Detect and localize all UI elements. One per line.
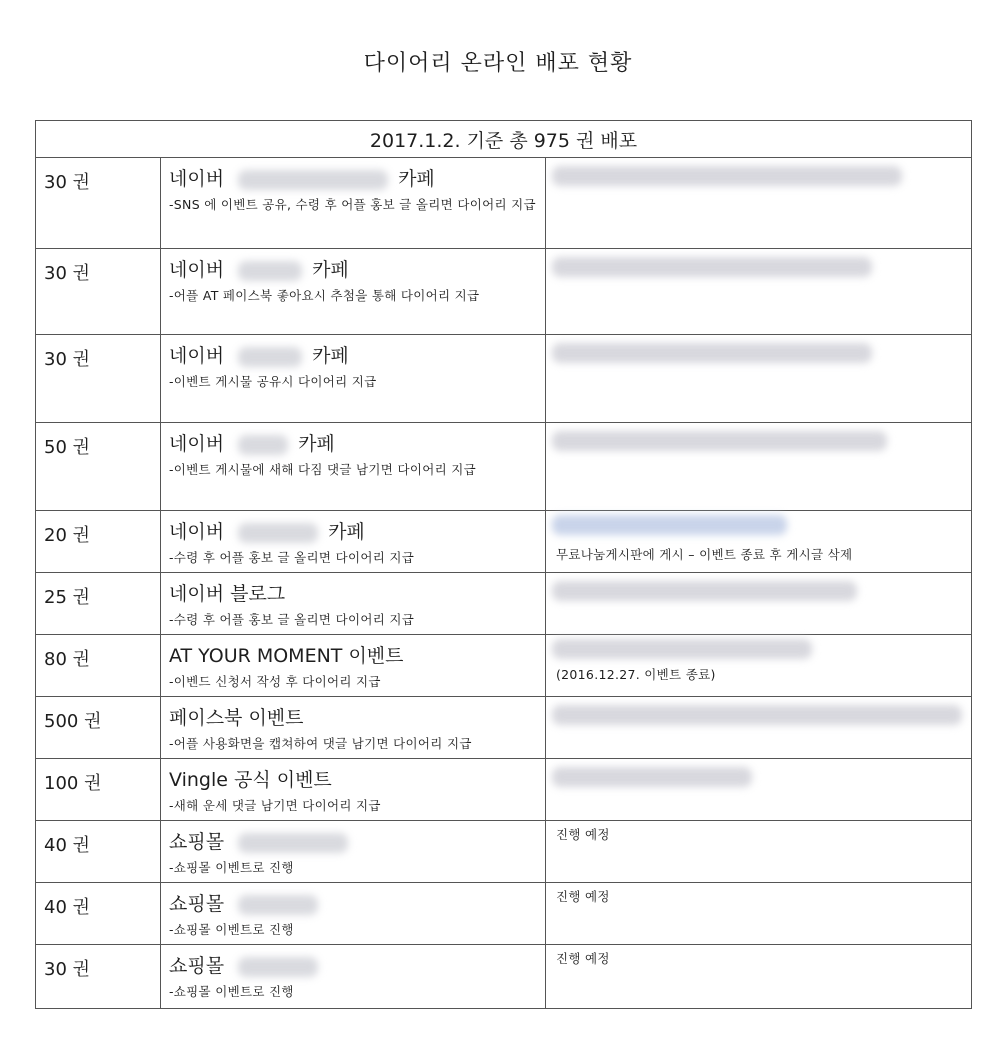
channel-name: 쇼핑몰	[169, 955, 225, 977]
redacted-shop-name	[238, 957, 318, 977]
quantity-cell: 80 권	[36, 635, 161, 697]
quantity-cell: 50 권	[36, 423, 161, 511]
redacted-link	[552, 166, 902, 186]
note-cell	[546, 821, 972, 883]
channel-description: -어플 AT 페이스북 좋아요시 추첨을 통해 다이어리 지급	[169, 288, 480, 303]
quantity-cell: 30 권	[36, 945, 161, 1009]
table-row	[36, 423, 972, 511]
table-row	[36, 335, 972, 423]
channel-description: -쇼핑몰 이벤트로 진행	[169, 984, 294, 999]
channel-name: 쇼핑몰	[169, 893, 225, 915]
quantity-cell: 30 권	[36, 158, 161, 249]
channel-description: -이벤트 게시물 공유시 다이어리 지급	[169, 374, 377, 389]
redacted-link	[552, 581, 857, 601]
table-row	[36, 821, 972, 883]
redacted-cafe-name	[238, 435, 288, 455]
channel-cell	[161, 573, 546, 635]
channel-description: -이벤드 신청서 작성 후 다이어리 지급	[169, 674, 381, 689]
note-cell	[546, 511, 972, 573]
channel-cell	[161, 511, 546, 573]
channel-type: 카페	[312, 259, 349, 281]
channel-type: 카페	[298, 433, 335, 455]
channel-cell	[161, 158, 546, 249]
redacted-link	[552, 431, 887, 451]
channel-name: AT YOUR MOMENT 이벤트	[169, 645, 404, 667]
note-cell	[546, 635, 972, 697]
quantity-cell: 20 권	[36, 511, 161, 573]
quantity-cell: 100 권	[36, 759, 161, 821]
channel-cell	[161, 883, 546, 945]
channel-cell	[161, 423, 546, 511]
channel-description: -쇼핑몰 이벤트로 진행	[169, 922, 294, 937]
table-row	[36, 158, 972, 249]
note-text: 진행 예정	[556, 889, 610, 904]
channel-name: 페이스북 이벤트	[169, 707, 304, 729]
note-cell	[546, 883, 972, 945]
table-row	[36, 945, 972, 1009]
redacted-link	[552, 515, 787, 535]
redacted-link	[552, 343, 872, 363]
channel-name: 네이버 블로그	[169, 583, 286, 605]
redacted-link	[552, 257, 872, 277]
channel-name: 네이버	[169, 433, 225, 455]
note-cell	[546, 945, 972, 1009]
channel-cell	[161, 759, 546, 821]
table-row	[36, 511, 972, 573]
channel-name: 쇼핑몰	[169, 831, 225, 853]
distribution-table	[35, 120, 972, 1009]
quantity-cell: 40 권	[36, 821, 161, 883]
note-text: 진행 예정	[556, 827, 610, 842]
channel-cell	[161, 821, 546, 883]
channel-description: -어플 사용화면을 캡쳐하여 댓글 남기면 다이어리 지급	[169, 736, 472, 751]
table-header-row	[36, 121, 972, 158]
table-header: 2017.1.2. 기준 총 975 권 배포	[36, 121, 972, 158]
note-text: 무료나눔게시판에 게시 – 이벤트 종료 후 게시글 삭제	[556, 547, 853, 562]
quantity-cell: 30 권	[36, 249, 161, 335]
channel-name: 네이버	[169, 345, 225, 367]
channel-description: -새해 운세 댓글 남기면 다이어리 지급	[169, 798, 381, 813]
channel-cell	[161, 635, 546, 697]
redacted-link	[552, 767, 752, 787]
redacted-link	[552, 639, 812, 659]
quantity-cell: 500 권	[36, 697, 161, 759]
channel-type: 카페	[398, 168, 435, 190]
table-row	[36, 635, 972, 697]
table-row	[36, 697, 972, 759]
channel-name: 네이버	[169, 259, 225, 281]
note-cell	[546, 158, 972, 249]
channel-description: -이벤트 게시물에 새해 다짐 댓글 남기면 다이어리 지급	[169, 462, 476, 477]
redacted-cafe-name	[238, 523, 318, 543]
channel-name: 네이버	[169, 521, 225, 543]
table-row	[36, 759, 972, 821]
note-cell	[546, 573, 972, 635]
channel-description: -SNS 에 이벤트 공유, 수령 후 어플 홍보 글 올리면 다이어리 지급	[169, 197, 536, 212]
note-cell	[546, 423, 972, 511]
table-row	[36, 883, 972, 945]
channel-description: -쇼핑몰 이벤트로 진행	[169, 860, 294, 875]
channel-name: 네이버	[169, 168, 225, 190]
redacted-cafe-name	[238, 261, 302, 281]
redacted-cafe-name	[238, 347, 302, 367]
note-cell	[546, 759, 972, 821]
redacted-cafe-name	[238, 170, 388, 190]
channel-cell	[161, 249, 546, 335]
page-title: 다이어리 온라인 배포 현황	[363, 51, 633, 76]
table-row	[36, 249, 972, 335]
channel-cell	[161, 697, 546, 759]
note-cell	[546, 249, 972, 335]
redacted-shop-name	[238, 833, 348, 853]
note-cell	[546, 697, 972, 759]
channel-description: -수령 후 어플 홍보 글 올리면 다이어리 지급	[169, 612, 415, 627]
quantity-cell: 40 권	[36, 883, 161, 945]
note-text: 진행 예정	[556, 951, 610, 966]
quantity-cell: 25 권	[36, 573, 161, 635]
channel-cell	[161, 335, 546, 423]
quantity-cell: 30 권	[36, 335, 161, 423]
channel-cell	[161, 945, 546, 1009]
channel-type: 카페	[312, 345, 349, 367]
channel-description: -수령 후 어플 홍보 글 올리면 다이어리 지급	[169, 550, 415, 565]
channel-type: 카페	[328, 521, 365, 543]
note-cell	[546, 335, 972, 423]
table-row	[36, 573, 972, 635]
redacted-link	[552, 705, 962, 725]
note-text: (2016.12.27. 이벤트 종료)	[556, 667, 716, 682]
channel-name: Vingle 공식 이벤트	[169, 769, 332, 791]
redacted-shop-name	[238, 895, 318, 915]
